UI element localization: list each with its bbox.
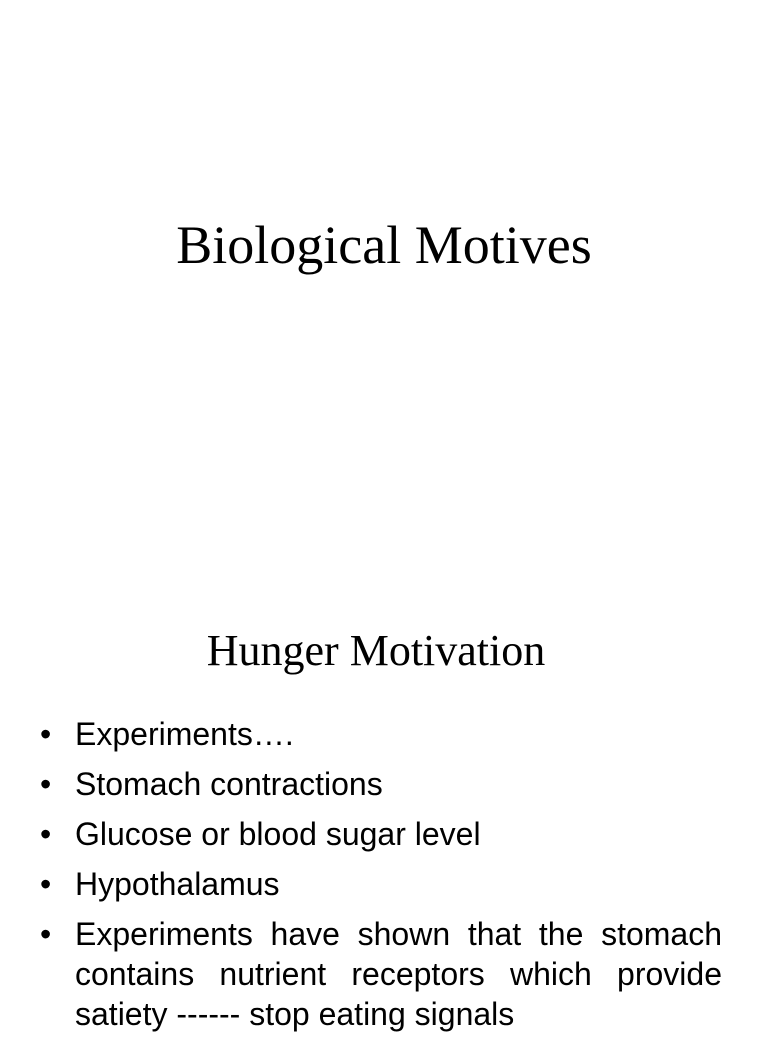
- bullet-text: Hypothalamus: [75, 866, 280, 902]
- section-heading: Hunger Motivation: [206, 626, 546, 675]
- bullet-text: Experiments….: [75, 716, 294, 752]
- bullet-item: [40, 864, 722, 904]
- slide-title: Biological Motives: [176, 215, 592, 275]
- bullet-text: Experiments have shown that the stomach contains nutrient receptors which provide satiety ------ stop eating signals: [75, 916, 722, 1032]
- bullet-item: [40, 714, 722, 754]
- bullet-text: Glucose or blood sugar level: [75, 816, 481, 852]
- bullet-dot: •: [40, 816, 52, 852]
- bullet-item: [40, 814, 722, 854]
- bullet-item: [40, 914, 722, 1034]
- bullet-list: [40, 714, 722, 1044]
- bullet-item: [40, 764, 722, 804]
- bullet-dot: •: [40, 716, 52, 752]
- bullet-dot: •: [40, 766, 52, 802]
- bullet-dot: •: [40, 866, 52, 902]
- bullet-dot: •: [40, 916, 52, 952]
- bullet-text: Stomach contractions: [75, 766, 383, 802]
